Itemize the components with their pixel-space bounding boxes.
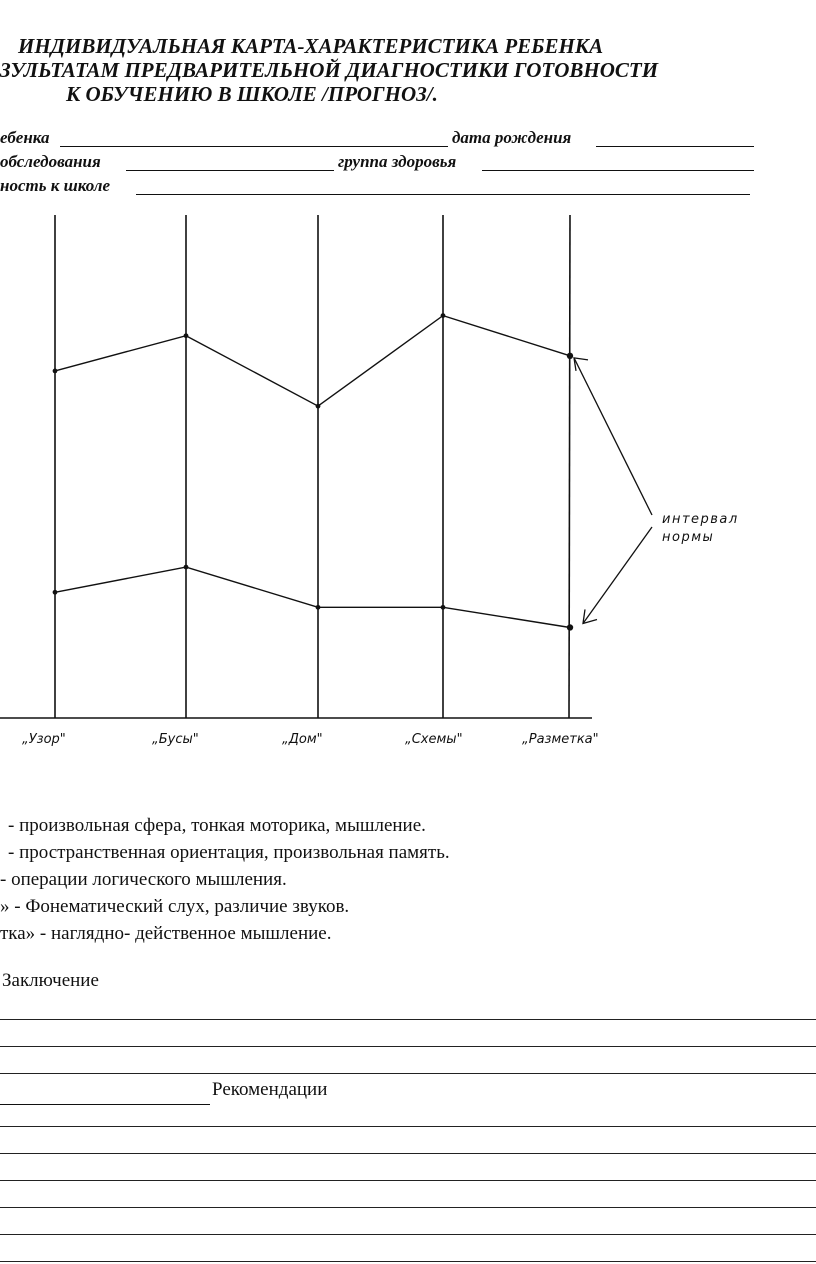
annotation-arrow-lower [583, 527, 652, 623]
school-readiness-label: ность к школе [0, 176, 111, 195]
child-name-field[interactable] [60, 146, 448, 147]
legend-item: - пространственная ориентация, произвольная память. [8, 842, 450, 863]
school-readiness-field[interactable] [136, 194, 750, 195]
health-group-field[interactable] [482, 170, 754, 171]
conclusion-line[interactable] [0, 1019, 816, 1020]
legend-item: тка» - наглядно- действенное мышление. [0, 923, 332, 944]
category-label: „Дом" [282, 732, 323, 747]
child-name-label: ебенка [0, 128, 50, 147]
lower-norm-point [53, 590, 58, 595]
health-group-label: группа здоровья [338, 152, 457, 171]
title-line-1: ИНДИВИДУАЛЬНАЯ КАРТА-ХАРАКТЕРИСТИКА РЕБЕНКА [18, 34, 604, 58]
conclusion-line[interactable] [0, 1073, 816, 1074]
exam-date-label: обследования [0, 152, 101, 171]
recommendations-line[interactable] [0, 1234, 816, 1235]
exam-date-field[interactable] [126, 170, 334, 171]
legend-item: » - Фонематический слух, различие звуков. [0, 896, 350, 917]
category-axis-line [569, 215, 570, 718]
recommendations-line[interactable] [0, 1207, 816, 1208]
recommendations-line[interactable] [0, 1126, 816, 1127]
upper-norm-point [567, 353, 573, 359]
recommendations-line[interactable] [0, 1261, 816, 1262]
category-label: „Разметка" [522, 732, 599, 747]
lower-norm-point [567, 624, 573, 630]
upper-norm-point [441, 313, 446, 318]
category-label: „Узор" [22, 732, 66, 747]
lower-norm-point [441, 605, 446, 610]
lower-norm-point [316, 605, 321, 610]
annotation-arrow-upper [574, 358, 652, 515]
category-label: „Схемы" [405, 732, 463, 747]
birth-date-field[interactable] [596, 146, 754, 147]
recommendations-line[interactable] [0, 1153, 816, 1154]
legend-item: - операции логического мышления. [0, 869, 287, 890]
upper-norm-line [55, 316, 570, 407]
upper-norm-point [184, 333, 189, 338]
title-line-2: ЗУЛЬТАТАМ ПРЕДВАРИТЕЛЬНОЙ ДИАГНОСТИКИ ГОТОВНОСТИ [0, 58, 659, 82]
conclusion-label: Заключение [2, 970, 99, 991]
annotation-label-line1: интервал [662, 512, 739, 527]
recommendations-line[interactable] [0, 1180, 816, 1181]
conclusion-line[interactable] [0, 1046, 816, 1047]
recommendations-prefix-line[interactable] [0, 1104, 210, 1105]
annotation-label-line2: нормы [662, 530, 715, 545]
legend-item: - произвольная сфера, тонкая моторика, мышление. [8, 815, 426, 836]
recommendations-label: Рекомендации [212, 1079, 328, 1100]
lower-norm-line [55, 567, 570, 627]
upper-norm-point [53, 369, 58, 374]
category-label: „Бусы" [152, 732, 199, 747]
diagnostic-profile-chart [0, 205, 816, 775]
lower-norm-point [184, 565, 189, 570]
upper-norm-point [316, 404, 321, 409]
title-line-3: К ОБУЧЕНИЮ В ШКОЛЕ /ПРОГНОЗ/. [66, 82, 438, 106]
annotation-arrowhead-upper [574, 358, 588, 371]
birth-date-label: дата рождения [452, 128, 572, 147]
